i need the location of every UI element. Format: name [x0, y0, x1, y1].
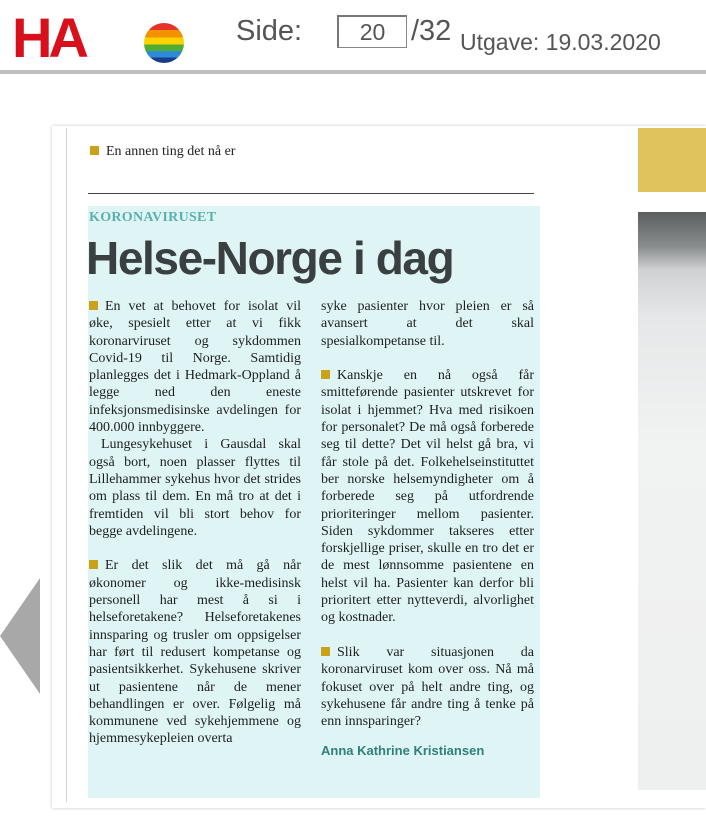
square-bullet-icon [89, 560, 98, 569]
next-page-photo [638, 212, 706, 790]
section-label: KORONAVIRUSET [89, 210, 217, 225]
top-bar [0, 0, 706, 78]
logo-sun-icon [144, 23, 184, 63]
next-page-banner [638, 128, 706, 192]
article-column-right [321, 298, 534, 760]
page-label: Side: [236, 15, 303, 47]
ha-logo[interactable] [12, 6, 182, 69]
article-column-left [89, 298, 301, 748]
paragraph [321, 644, 534, 730]
paragraph [321, 367, 534, 626]
edition-date: Utgave: 19.03.2020 [460, 29, 661, 55]
paragraph [89, 557, 301, 747]
paragraph: syke pasienter hvor pleien er så avansert at det skal spesialkompetanse til. [321, 299, 534, 349]
square-bullet-icon [321, 370, 330, 379]
headline: Helse-Norge i dag [86, 232, 454, 284]
logo-text: HA [12, 6, 85, 69]
page-number-input[interactable] [337, 15, 407, 48]
paragraph: Lungesykehuset i Gausdal skal også bort, noen plasser flyttes til Lillehammer sykehus hvor det strides om plass til dem. En må tro at det i fremtiden vil bli stort behov for begge avdelingene. [89, 437, 301, 539]
paragraph-text: Slik var situasjonen da koronarviruset kom over oss. Nå må fokuset over på helt andre ting, og sykehusene får andre ting å tenke på enn innsparinger? [321, 644, 534, 730]
kicker [90, 144, 235, 160]
chevron-left-icon[interactable] [0, 578, 40, 694]
header-divider [0, 70, 706, 74]
byline: Anna Kathrine Kristiansen [321, 743, 485, 759]
kicker-text: En annen ting det nå er [106, 144, 236, 159]
paragraph-text: En vet at behovet for isolat vil øke, spesielt etter at vi fikk koronarviruset og sykdommen Covid-19 til Norge. Samtidig planlegges det i Hedmark-Oppland å legge ned den eneste infeksjonsmedisinske avdelingen for 400.000 innbyggere. [89, 299, 301, 436]
paragraph [89, 298, 301, 436]
square-bullet-icon [321, 647, 330, 656]
paragraph-text: Er det slik det må gå når økonomer og ikke-medisinsk personell har mest å si i helseforetakene? Helseforetakenes innsparing og trusler om oppsigelser har ført til redusert kompetanse og pasientsikkerhet. Sykehusene skriver ut pasientene når de mener behandlingen er over. Følgelig må kommunene ved sykehjemmene og hjemmesykepleien overta [89, 558, 301, 747]
kicker-divider [88, 193, 534, 194]
square-bullet-icon [90, 146, 99, 155]
page-margin-rule [66, 128, 67, 802]
square-bullet-icon [89, 301, 98, 310]
paragraph-text: Kanskje en nå også får smitteførende pasienter utskrevet for isolat i hjemmet? Hva med risikoen for personalet? De må også forberede seg til dette? Det vil helst gå bra, vi får stole på det. Folkehelseinstituttet ber norske helsemyndigheter om å forberede seg på utfordrende prioriteringer mellom pasienter. Siden sykdommer takseres etter forskjellige priser, skulle en tro det er de mest lønnsomme pasientene en helst vil ha. Pasienter kan derfor bli prioritert etter nytteverdi, alvorlighet og kostnader. [321, 368, 534, 626]
page-total: /32 [411, 15, 452, 47]
